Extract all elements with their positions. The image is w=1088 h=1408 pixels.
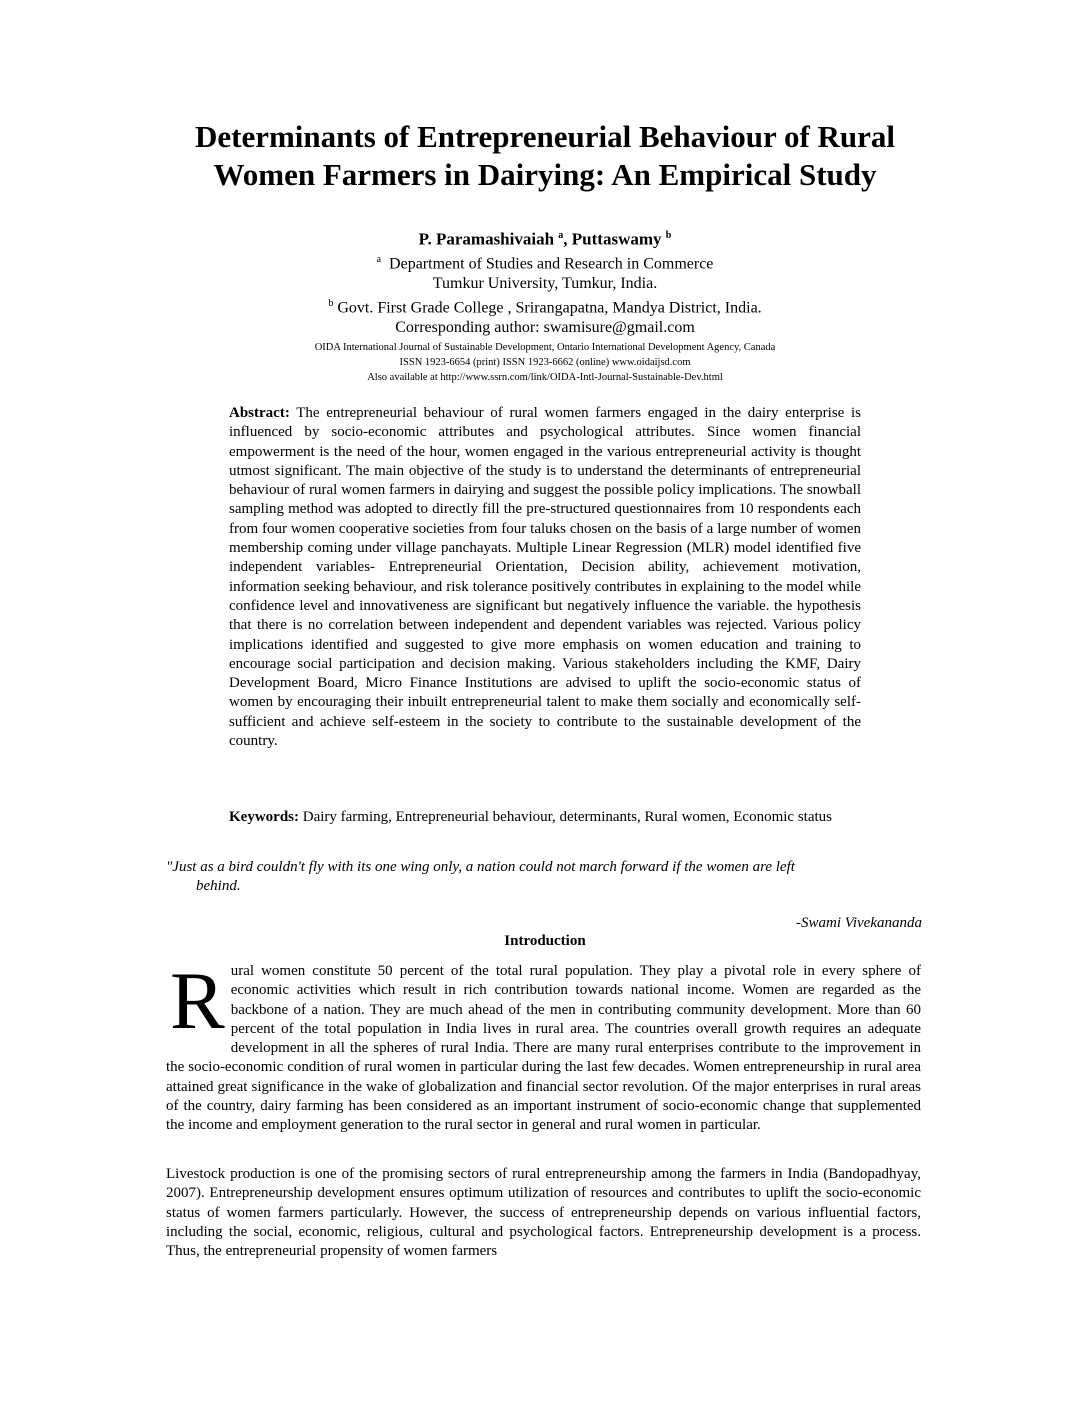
affiliation-a-line-2: Tumkur University, Tumkur, India.	[432, 274, 658, 292]
section-heading-introduction: Introduction	[504, 933, 586, 949]
affiliation-a-mark: a	[376, 253, 382, 265]
paper-title	[150, 118, 940, 194]
abstract-label: Abstract:	[229, 405, 290, 421]
keywords-label: Keywords:	[229, 809, 299, 825]
keywords	[229, 808, 861, 827]
journal-info	[150, 340, 940, 385]
quote-line-1: "Just as a bird couldn't fly with its one wing only, a nation could not march forward if the women are left	[166, 859, 795, 875]
journal-line-2: ISSN 1923-6654 (print) ISSN 1923-6662 (online) www.oidaijsd.com	[399, 357, 691, 368]
introduction-paragraph-1	[166, 955, 921, 1136]
author-1-affiliation-mark: a	[558, 230, 564, 241]
quote-attribution: -Swami Vivekananda	[796, 915, 922, 931]
author-separator: ,	[563, 229, 572, 249]
affiliation-b	[150, 294, 940, 318]
author-2: Puttaswamy	[571, 229, 662, 249]
affiliation-a	[150, 250, 940, 274]
journal-line-3: Also available at http://www.ssrn.com/link/OIDA-Intl-Journal-Sustainable-Dev.html	[367, 372, 723, 383]
keywords-text: Dairy farming, Entrepreneurial behaviour, determinants, Rural women, Economic status	[299, 809, 832, 825]
introduction-paragraph-1-text: ural women constitute 50 percent of the total rural population. They play a pivotal role in every sphere of economic activities which result in rich contribution towards national income. Women are regarded as the backbone of a nation. They are much ahead of the men in contributing community development. More than 60 percent of the total population in India lives in rural area. The countries overall growth requires an adequate development in all the spheres of rural India. There are many rural enterprises contribute to the improvement in the socio-economic condition of rural women in particular during the last few decades. Women entrepreneurship in rural area attained great significance in the wake of globalization and financial sector revolution. Of the major enterprises in rural areas of the country, dairy farming has been considered as an important instrument of socio-economic change that supplemented the income and employment generation to the rural sector in general and rural women in particular.	[166, 963, 921, 1134]
author-1: P. Paramashivaiah	[418, 229, 555, 249]
author-names	[150, 226, 940, 250]
drop-cap: R	[170, 955, 225, 1046]
author-2-affiliation-mark: b	[665, 230, 672, 241]
introduction-paragraph-2: Livestock production is one of the promising sectors of rural entrepreneurship among the farmers in India (Bandopadhyay, 2007). Entrepreneurship development ensures optimum utilization of resources and contributes to uplift the socio-economic status of women farmers particularly. However, the success of entrepreneurship depends on various influential factors, including the social, economic, religious, cultural and psychological factors. Entrepreneurship development is a process. Thus, the entrepreneurial propensity of women farmers	[166, 1166, 921, 1260]
abstract	[229, 404, 861, 751]
title-line-1: Determinants of Entrepreneurial Behaviour of Rural	[194, 119, 896, 154]
author-block	[150, 226, 940, 338]
affiliation-a-line-1: Department of Studies and Research in Commerce	[389, 254, 714, 272]
title-line-2: Women Farmers in Dairying: An Empirical Study	[213, 157, 877, 192]
corresponding-author: Corresponding author: swamisure@gmail.com	[395, 319, 695, 337]
journal-line-1: OIDA International Journal of Sustainable Development, Ontario International Development Agency, Canada	[314, 342, 776, 353]
quote-line-2: behind.	[196, 878, 241, 895]
epigraph-quote	[166, 858, 921, 897]
abstract-text: The entrepreneurial behaviour of rural women farmers engaged in the dairy enterprise is influenced by socio-economic attributes and psychological attributes. Since women financial empowerment is the need of the hour, women engaged in the various entrepreneurial activity is thought utmost significant. The main objective of the study is to understand the determinants of entrepreneurial behaviour of rural women farmers in dairying and suggest the possible policy implications. The snowball sampling method was adopted to directly fill the pre-structured questionnaires from 10 respondents each from four women cooperative societies from four taluks chosen on the basis of a large number of women membership coming under village panchayats. Multiple Linear Regression (MLR) model identified five independent variables- Entrepreneurial Orientation, Decision ability, achievement motivation, information seeking behaviour, and risk tolerance positively contributes in explaining to the model while confidence level and innovativeness are significant but negatively influence the variable. the hypothesis that there is no correlation between independent and dependent variables was rejected. Various policy implications identified and suggested to give more emphasis on women education and training to encourage social participation and decision making. Various stakeholders including the KMF, Dairy Development Board, Micro Finance Institutions are advised to uplift the socio-economic status of women by encouraging their inbuilt entrepreneurial talent to make them socially and economically self-sufficient and achieve self-esteem in the society to contribute to the sustainable development of the country.	[229, 405, 861, 750]
affiliation-b-mark: b	[328, 297, 334, 309]
affiliation-b-text: Govt. First Grade College , Srirangapatna, Mandya District, India.	[337, 299, 762, 317]
